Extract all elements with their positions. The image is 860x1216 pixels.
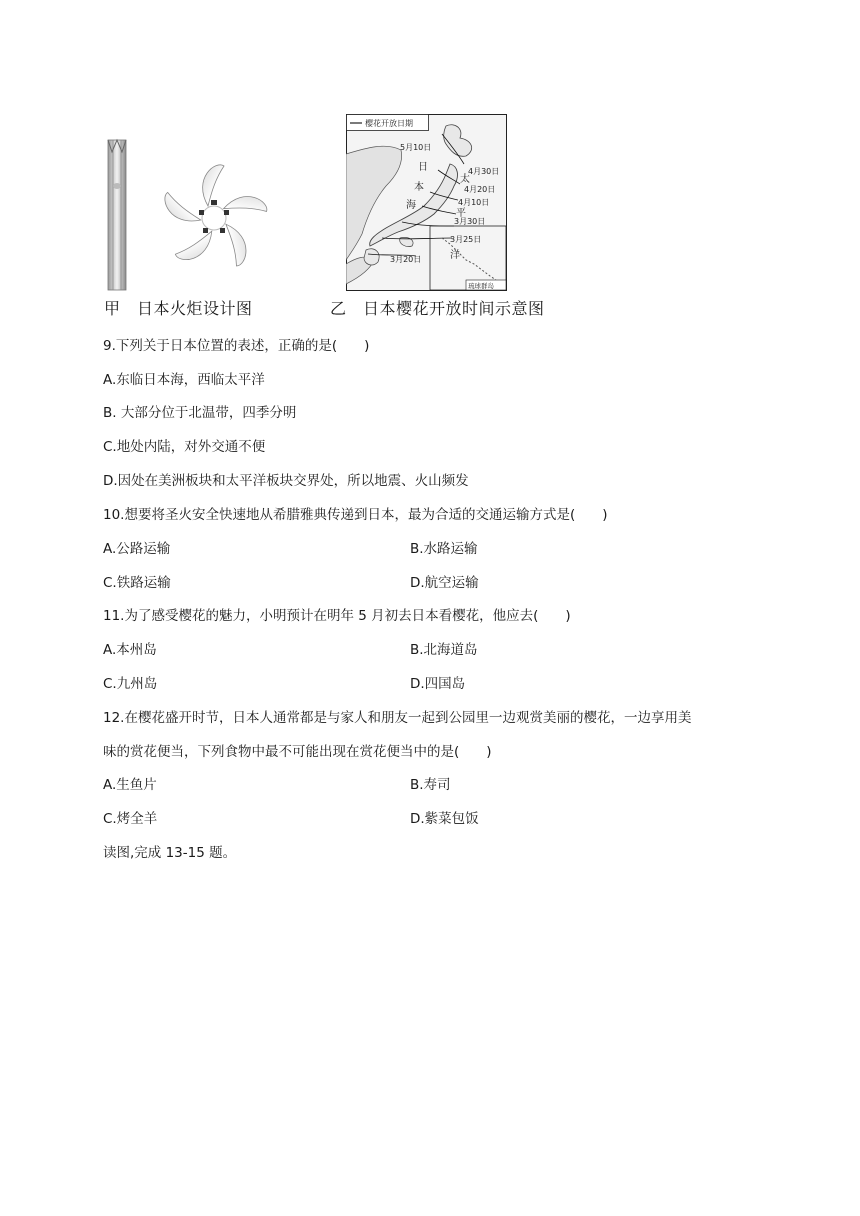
date-label: 5月10日 — [400, 143, 432, 152]
option: A.公路运输 — [103, 541, 171, 557]
option: A.东临日本海，西临太平洋 — [103, 372, 265, 388]
option: B.寿司 — [410, 777, 451, 793]
option: B. 大部分位于北温带，四季分明 — [103, 405, 297, 421]
option: D.四国岛 — [410, 676, 466, 692]
figure-jia-caption: 甲 日本火炬设计图 — [104, 299, 253, 318]
sea-label: 本 — [414, 182, 424, 193]
question-stem: 11.为了感受樱花的魅力，小明预计在明年 5 月初去日本看樱花，他应去( ) — [103, 608, 571, 624]
option: D.因处在美洲板块和太平洋板块交界处，所以地震、火山频发 — [103, 473, 469, 489]
ocean-label: 洋 — [450, 250, 460, 261]
japan-map — [346, 114, 508, 292]
option: C.地处内陆，对外交通不便 — [103, 439, 266, 455]
date-label: 3月25日 — [450, 235, 482, 244]
option: B.北海道岛 — [410, 642, 478, 658]
inset-label: 琉球群岛 — [468, 282, 494, 290]
figure-yi-caption: 乙 日本樱花开放时间示意图 — [330, 299, 545, 318]
question-stem: 9.下列关于日本位置的表述，正确的是( ) — [103, 338, 370, 354]
date-label: 3月20日 — [390, 255, 422, 264]
option: B.水路运输 — [410, 541, 478, 557]
date-label: 4月20日 — [464, 185, 496, 194]
question-stem-line2: 味的赏花便当，下列食物中最不可能出现在赏花便当中的是( ) — [103, 744, 492, 760]
instruction-text: 读图,完成 13-15 题。 — [103, 845, 237, 861]
option: D.紫菜包饭 — [410, 811, 479, 827]
torch-illustration — [104, 136, 274, 292]
option: A.本州岛 — [103, 642, 157, 658]
ocean-label: 太 — [460, 174, 470, 185]
map-legend-text: 樱花开放日期 — [365, 119, 413, 128]
sea-label: 日 — [418, 162, 428, 173]
question-stem-line1: 12.在樱花盛开时节，日本人通常都是与家人和朋友一起到公园里一边观赏美丽的樱花，一边享用美 — [103, 710, 692, 726]
sea-label: 海 — [406, 200, 416, 211]
question-stem: 10.想要将圣火安全快速地从希腊雅典传递到日本，最为合适的交通运输方式是( ) — [103, 507, 608, 523]
date-label: 3月30日 — [454, 217, 486, 226]
option: C.烤全羊 — [103, 811, 158, 827]
torch-figure — [104, 136, 274, 292]
option: C.铁路运输 — [103, 575, 171, 591]
option: C.九州岛 — [103, 676, 158, 692]
date-label: 4月10日 — [458, 198, 490, 207]
option: D.航空运输 — [410, 575, 479, 591]
ocean-label: 平 — [456, 208, 466, 219]
date-label: 4月30日 — [468, 167, 500, 176]
japan-map-figure — [346, 114, 508, 292]
option: A.生鱼片 — [103, 777, 157, 793]
